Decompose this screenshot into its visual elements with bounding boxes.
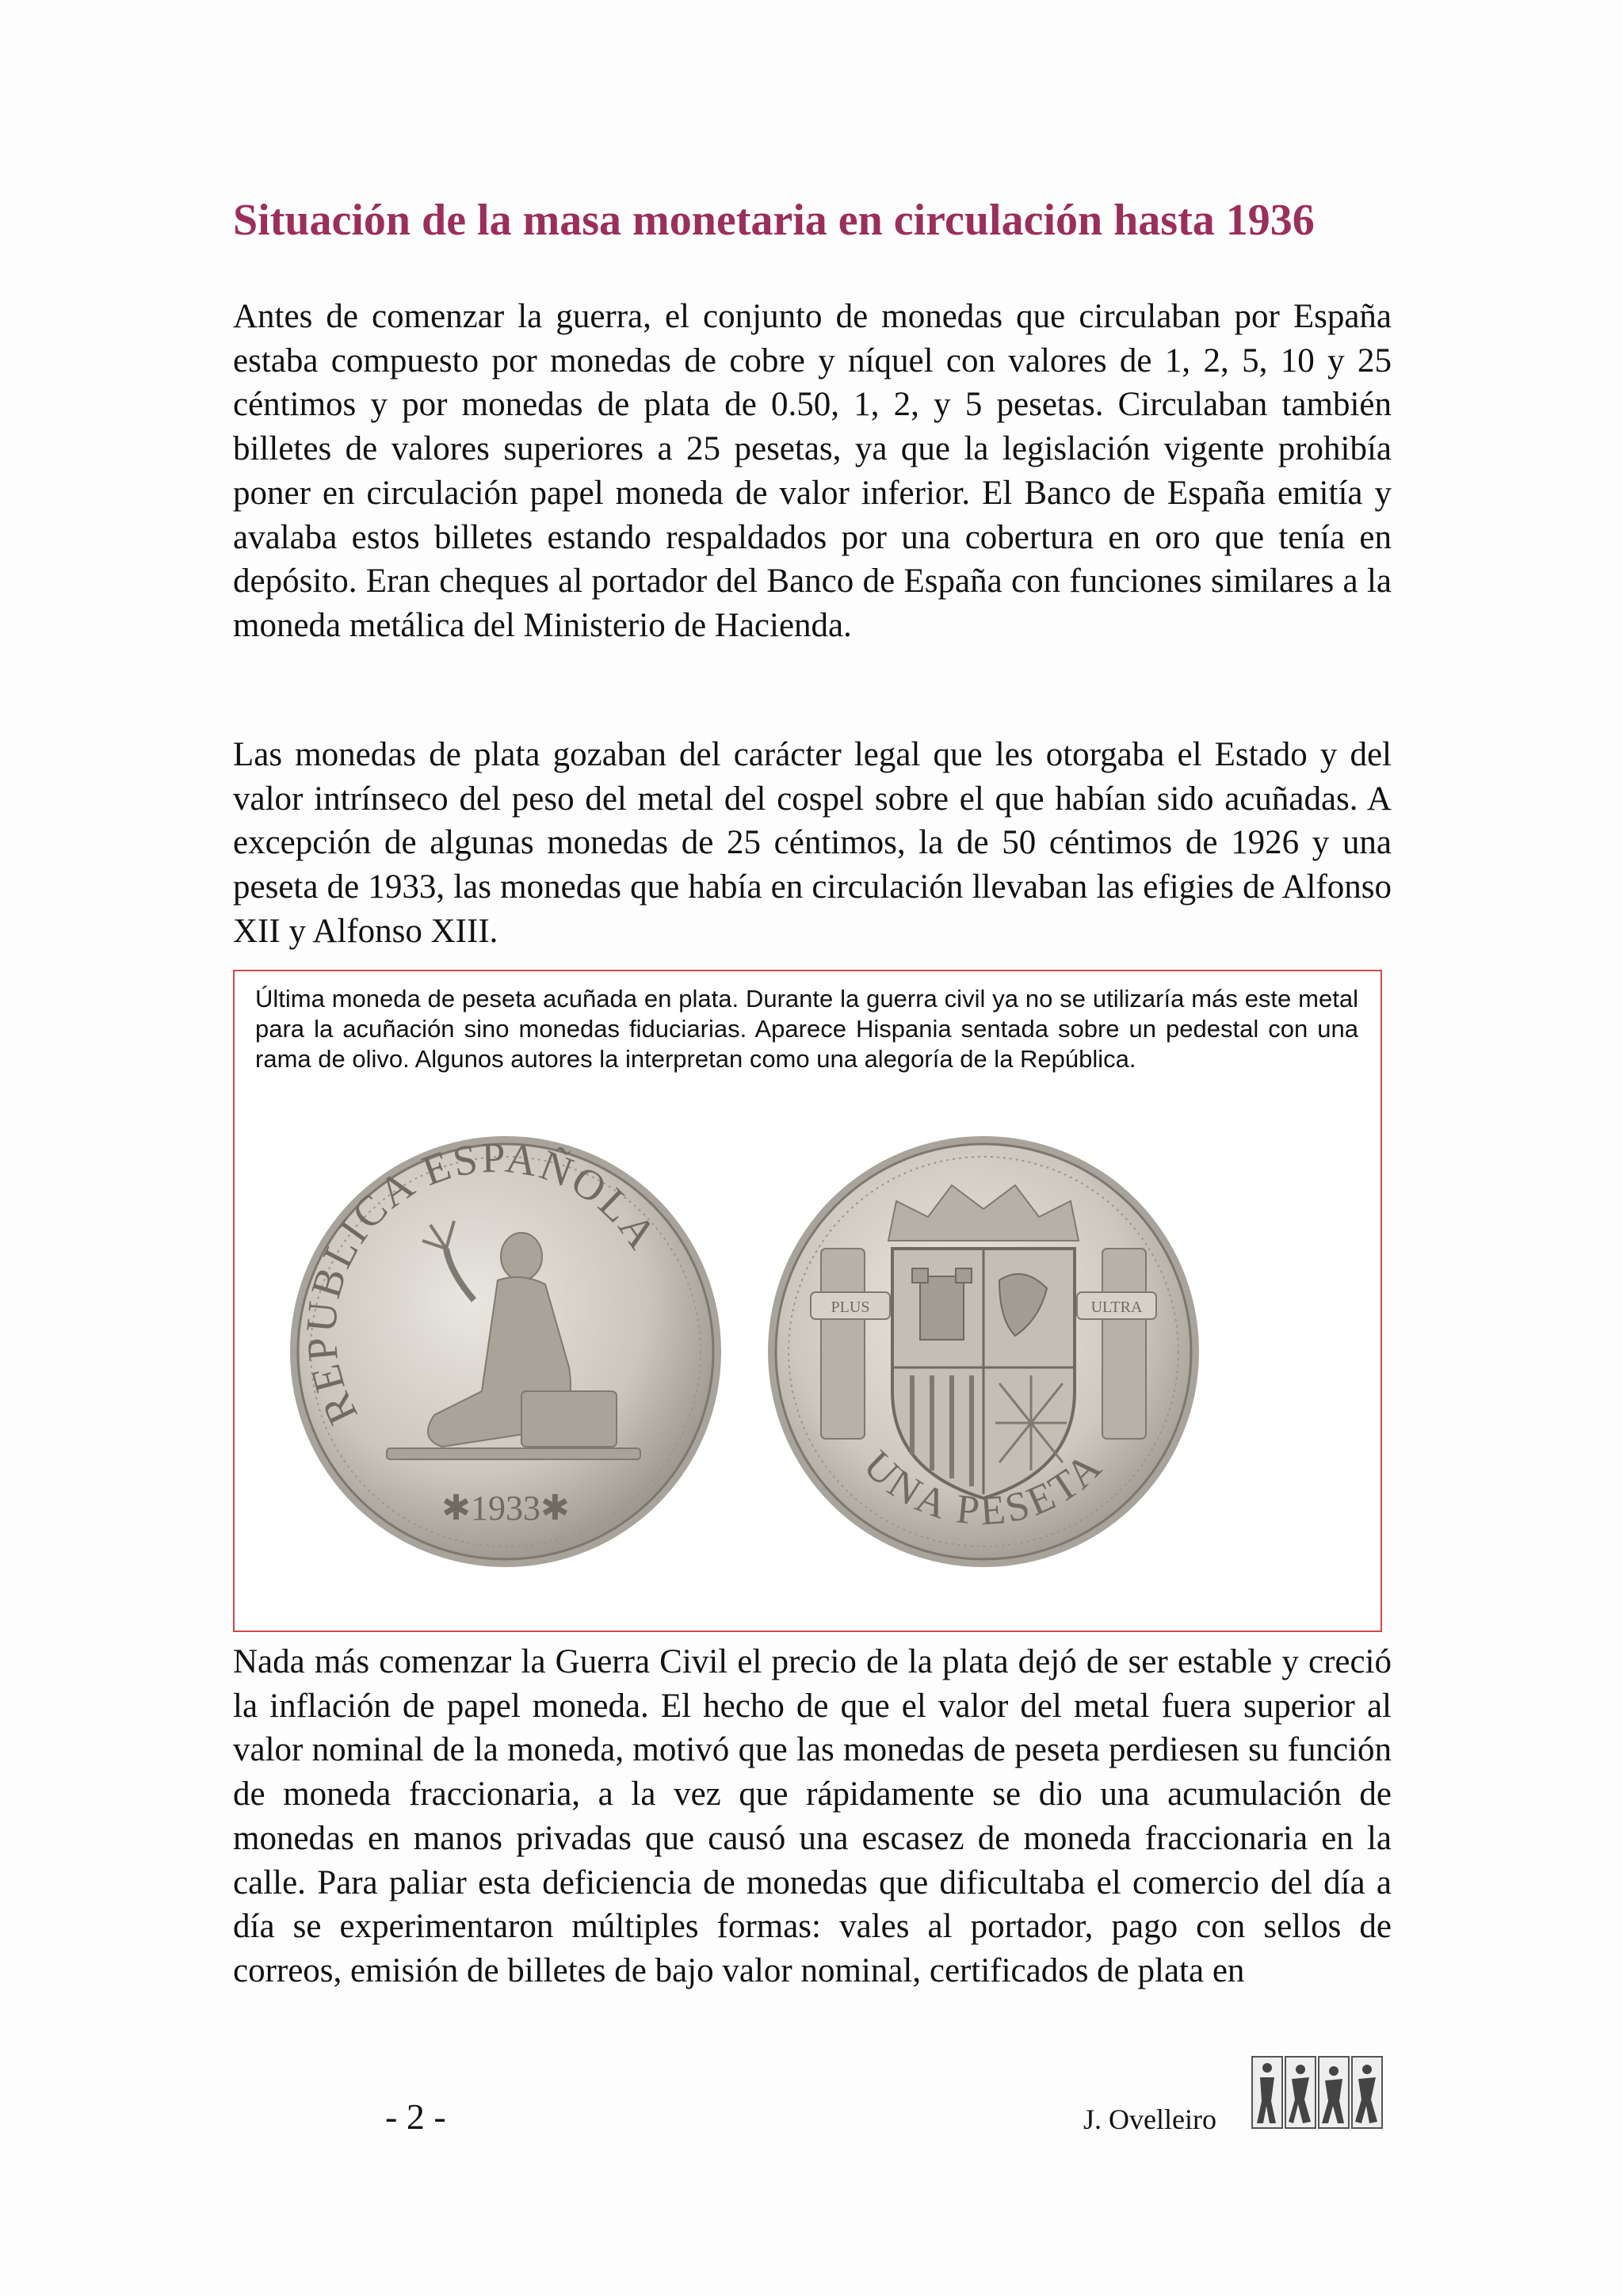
page-number: - 2 -: [385, 2096, 446, 2137]
coin-reverse-image: [762, 1130, 1205, 1573]
page-title: Situación de la masa monetaria en circulación hasta 1936: [233, 196, 1315, 245]
paragraph: Antes de comenzar la guerra, el conjunto de monedas que circulaban por España estaba compuesto por monedas de cobre y níquel con valores de 1, 2, 5, 10 y 25 céntimos y por monedas de plata de 0.50, 1, 2, y 5 pesetas. Circulaban también billetes de valores superiores a 25 pesetas, ya que la legislación vigente prohibía poner en circulación papel moneda de valor inferior. El Banco de España emitía y avalaba estos billetes estando respaldados por una cobertura en oro que tenía en depósito. Eran cheques al portador del Banco de España con funciones similares a la moneda metálica del Ministerio de Hacienda.: [233, 298, 1392, 644]
author-logo: [1251, 2054, 1384, 2133]
coin-figure: [233, 970, 1382, 1632]
figure-caption: Última moneda de peseta acuñada en plata. Durante la guerra civil ya no se utilizaría más este metal para la acuñación sino monedas fiduciarias. Aparece Hispania sentada sobre un pedestal con una rama de olivo. Algunos autores la interpretan como una alegoría de la República.: [255, 985, 1358, 1073]
obverse-legend: REPUBLICA ESPAÑOLA: [296, 1133, 668, 1432]
obverse-year: ✱1933✱: [441, 1489, 570, 1527]
coin-obverse-image: [284, 1130, 727, 1573]
paragraph: Las monedas de plata gozaban del carácter legal que les otorgaba el Estado y del valor intrínseco del peso del metal del cospel sobre el que habían sido acuñadas. A excepción de algunas monedas de 25 céntimos, la de 50 céntimos de 1926 y una peseta de 1933, las monedas que había en circulación llevaban las efigies de Alfonso XII y Alfonso XIII.: [233, 736, 1392, 950]
reverse-motto-left: PLUS: [831, 1299, 870, 1316]
author-name: J. Ovelleiro: [1083, 2103, 1216, 2135]
paragraph: Nada más comenzar la Guerra Civil el precio de la plata dejó de ser estable y creció la inflación de papel moneda. El hecho de que el valor del metal fuera superior al valor nominal de la moneda, motivó que las monedas de peseta perdiesen su función de moneda fraccionaria, a la vez que rápidamente se dio una acumulación de monedas en manos privadas que causó una escasez de moneda fraccionaria en la calle. Para paliar esta deficiencia de monedas que dificultaba el comercio del día a día se experimentaron múltiples formas: vales al portador, pago con sellos de correos, emisión de billetes de bajo valor nominal, certificados de plata en: [233, 1643, 1392, 1989]
reverse-motto-right: ULTRA: [1090, 1299, 1143, 1316]
reverse-legend: UNA PESETA: [854, 1442, 1113, 1535]
